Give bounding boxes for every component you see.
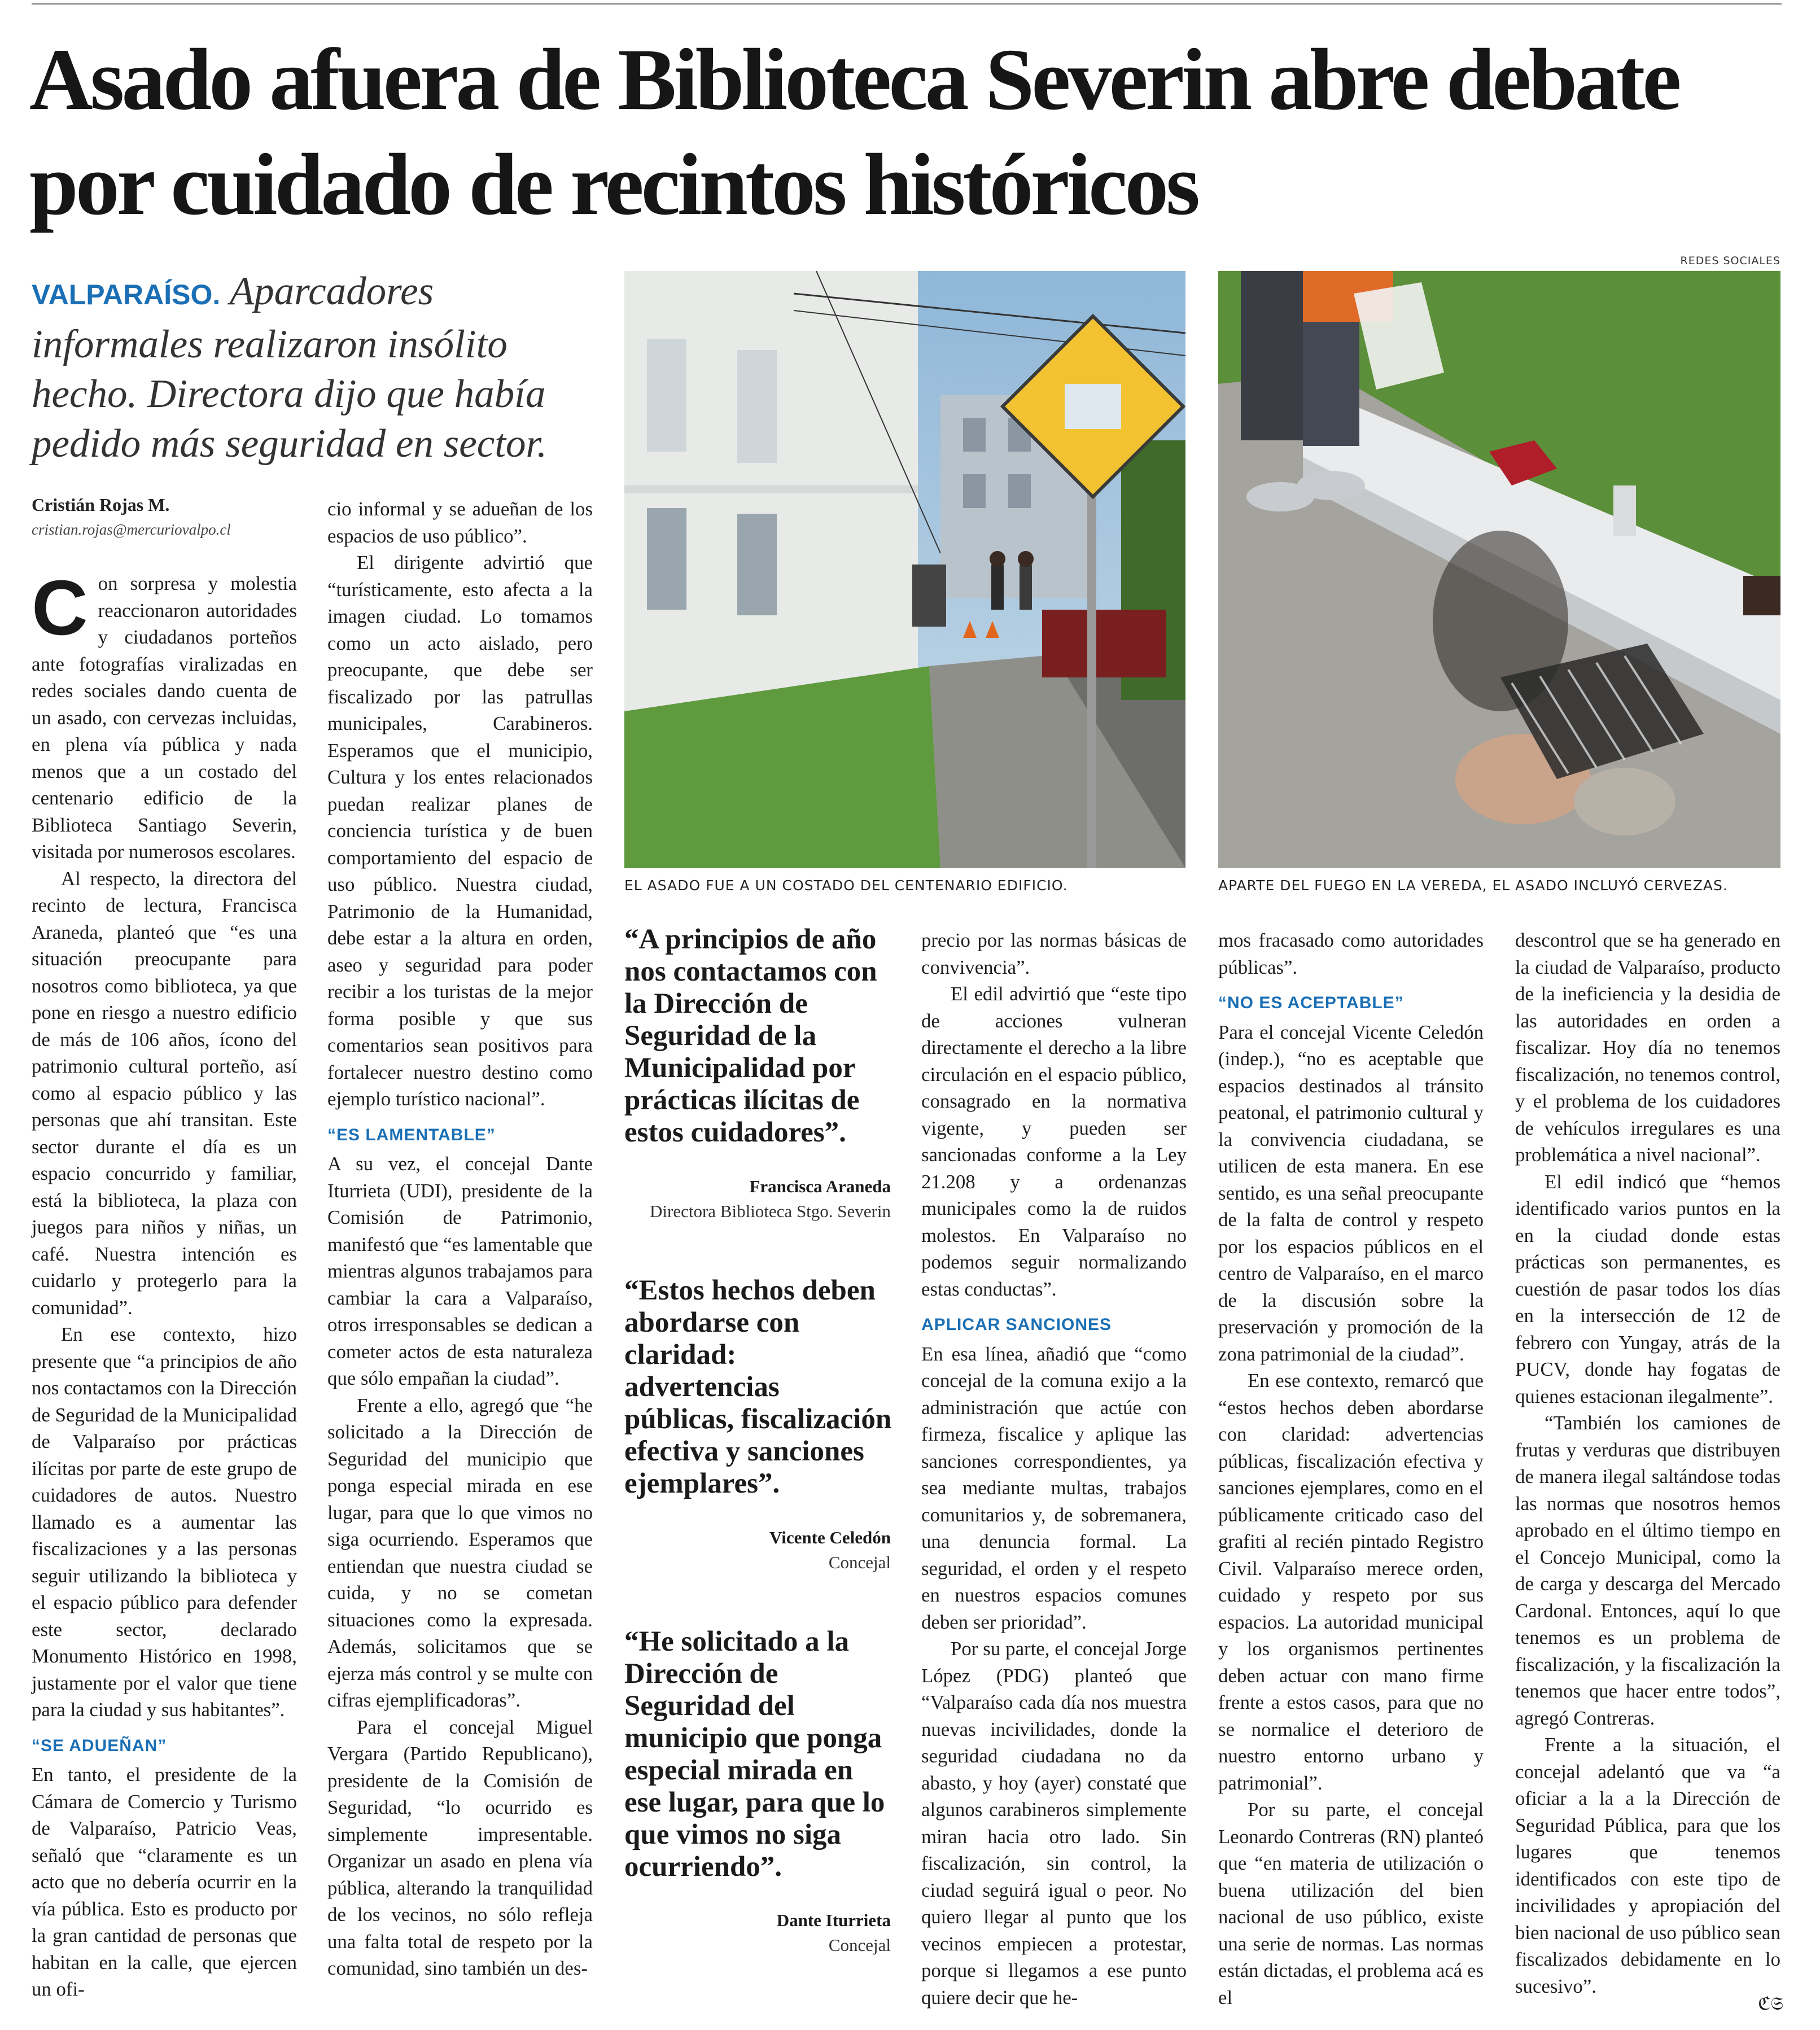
column-5 (1218, 927, 1484, 2011)
quote-author: Francisca Araneda (749, 1176, 891, 1196)
quote-attribution (769, 1525, 891, 1575)
paragraph (32, 565, 297, 865)
column-2 (327, 496, 593, 1982)
paragraph: El edil indicó que “hemos identificado varios puntos en la en la ciudad donde estas prácticas son permanentes, es cuestión de pasar todos los días en la intersección de 12 de febrero con Yungay, atrás de la PUCV, donde hay fogatas de quienes estacionan ilegalmente”. (1515, 1170, 1780, 1407)
quote-role: Directora Biblioteca Stgo. Severin (650, 1201, 891, 1221)
subheading: “ES LAMENTABLE” (327, 1125, 496, 1144)
subheading: APLICAR SANCIONES (921, 1315, 1112, 1334)
top-rule (32, 3, 1782, 5)
subheading: “NO ES ACEPTABLE” (1218, 994, 1404, 1012)
paragraph: “También los camiones de frutas y verduras que distribuyen de manera ilegal saltándose todas las normas que nosotros hemos aprobado en el último tiempo en el Concejo Municipal, como la de carga y descarga del Mercado Cardonal. Entonces, aquí lo que tenemos es un problema de fiscalización, y la fiscalización la tenemos que hacer entre todos”, agregó Contreras. (1515, 1412, 1780, 1729)
paragraph: precio por las normas básicas de convivencia”. (921, 929, 1187, 978)
paragraph-text: on sorpresa y molestia reaccionaron autoridades y ciudadanos porteños ante fotografías viralizadas en redes sociales dando cuenta de un asado, con cervezas incluidas, en plena vía pública y nada menos que a un costado del centenario edificio de la Biblioteca Santiago Severin, visitada por numerosos escolares. (32, 572, 297, 863)
drop-cap: C (32, 565, 88, 651)
pull-quote: “He solicitado a la Dirección de Seguridad del municipio que ponga especial mirada en ese lugar, para que lo que vimos no siga ocurriendo”. (624, 1626, 885, 1883)
quote-author: Dante Iturrieta (776, 1910, 891, 1930)
paragraph: Al respecto, la directora del recinto de lectura, Francisca Araneda, planteó que “es una situación preocupante para nosotros como biblioteca, ya que pone en riesgo a nuestro edificio de más de 106 años, ícono del patrimonio cultural porteño, así como al espacio público y las personas que ahí transitan. Este sector durante el día es un espacio concurrido y familiar, está la biblioteca, la plaza con juegos para niños y niñas, un café. Nuestra intención es cuidarlo y protegerlo para la comunidad”. (32, 867, 297, 1319)
pull-quote: “A principios de año nos contactamos con la Dirección de Seguridad de la Municipalidad por prácticas ilícitas de estos cuidadores”. (624, 924, 877, 1148)
column-1 (32, 565, 297, 2003)
lead-text: Aparcadores informales realizaron insólito hecho. Directora dijo que había pedido más seguridad en sector. (32, 269, 548, 466)
photo-credit: REDES SOCIALES (1680, 255, 1780, 267)
photo-caption: EL ASADO FUE A UN COSTADO DEL CENTENARIO EDIFICIO. (624, 877, 1068, 894)
paragraph: Para el concejal Miguel Vergara (Partido Republicano), presidente de la Comisión de Seguridad, “lo ocurrido es simplemente impresentable. Organizar un asado en plena vía pública, alterando la tranquilidad de los vecinos, no sólo refleja una falta total de respeto por la comunidad, sino también un des- (327, 1716, 593, 1979)
quote-author: Vicente Celedón (769, 1528, 891, 1547)
photo-street-library (624, 271, 1185, 868)
paragraph: A su vez, el concejal Dante Iturrieta (UDI), presidente de la Comisión de Patrimonio, manifestó que “es lamentable que mientras algunos trabajamos para cambiar la cara a Valparaíso, otros irresponsables se dedican a cometer actos de esta naturaleza que sólo empañan la ciudad”. (327, 1153, 593, 1389)
paragraph: Frente a ello, agregó que “he solicitado a la Dirección de Seguridad del municipio que ponga especial mirada en ese lugar, para que lo que vimos no siga ocurriendo. Esperamos que entiendan que nuestra ciudad se cuida, y no se cometan situaciones como la expresada. Además, solicitamos que se ejerza más control y se multe con cifras ejemplificadoras”. (327, 1394, 593, 1711)
column-6 (1515, 927, 1780, 2000)
quote-attribution (650, 1174, 891, 1224)
quote-role: Concejal (828, 1552, 891, 1572)
subheading: “SE ADUEÑAN” (32, 1736, 167, 1755)
paragraph: En ese contexto, remarcó que “estos hechos deben abordarse con claridad: advertencias públicas, fiscalización efectiva y sanciones ejemplares, como en el públicamente criticado caso del grafiti al recién pintado Registro Civil. Valparaíso merece orden, cuidado y respeto por sus espacios. La autoridad municipal y los organismos pertinentes deben actuar con mano firme frente a estos casos, para que no se normalice el deterioro de nuestro entorno urbano y patrimonial”. (1218, 1370, 1484, 1794)
paragraph: Por su parte, el concejal Leonardo Contreras (RN) planteó que “en materia de utilización o buena utilización del bien nacional de uso público, existe una serie de normas. Las normas están dictadas, el problema acá es el (1218, 1799, 1484, 2009)
photo-barbecue-sidewalk (1218, 271, 1780, 868)
end-mark: ℭ𝔖 (1758, 1993, 1783, 2014)
paragraph: Para el concejal Vicente Celedón (indep.), “no es aceptable que espacios destinados al tránsito peatonal, el patrimonio cultural y la convivencia ciudadana, se utilicen de esta manera. En ese sentido, es una señal preocupante de la falta de control y respeto por los espacios públicos en el centro de Valparaíso, en el marco de la discusión sobre la preservación y promoción de la zona patrimonial de la ciudad”. (1218, 1021, 1484, 1365)
paragraph: El edil advirtió que “este tipo de acciones vulneran directamente el derecho a la libre circulación en el espacio público, consagrado en la normativa vigente, y pueden ser sancionadas conforme a la Ley 21.208 y a ordenanzas municipales como la de ruidos molestos. En Valparaíso no podemos seguir normalizando estas conductas”. (921, 983, 1187, 1300)
paragraph: El dirigente advirtió que “turísticamente, esto afecta a la imagen ciudad. Lo tomamos como un acto aislado, pero preocupante, que debe ser fiscalizado por las patrullas municipales, Carabineros. Esperamos que el municipio, Cultura y los entes relacionados puedan realizar planes de conciencia turística y de buen comportamiento del espacio de uso público. Nuestra ciudad, Patrimonio de la Humanidad, debe estar a la altura en orden, aseo y seguridad para poder recibir a los turistas de la mejor forma posible y que sus comentarios sean positivos para fortalecer nuestro destino como ejemplo turístico nacional”. (327, 552, 593, 1110)
paragraph: En esa línea, añadió que “como concejal de la comuna exijo a la administración que actúe con firmeza, fiscalice y aplique las sanciones correspondientes, ya sea mediante multas, trabajos comunitarios y, de sobremanera, una denuncia formal. La seguridad, el orden y el respeto en nuestros espacios comunes deben ser prioridad”. (921, 1342, 1187, 1633)
headline: Asado afuera de Biblioteca Severin abre debate por cuidado de recintos históricos (29, 30, 1679, 233)
paragraph: Frente a la situación, el concejal adelantó que va “a oficiar a la a la Dirección de Seguridad Pública, para que los lugares que tenemos identificados con este tipo de incivilidades y apropiación del bien nacional de uso público sean fiscalizados debidamente en lo sucesivo”. (1515, 1734, 1780, 1997)
pull-quote: “Estos hechos deben abordarse con claridad: advertencias públicas, fiscalización efectiva y sanciones ejemplares”. (624, 1275, 892, 1499)
quote-attribution (777, 1908, 891, 1958)
paragraph: Por su parte, el concejal Jorge López (PDG) planteó que “Valparaíso cada día nos muestra nuevas incivilidades, donde la seguridad ciudadana no da abasto, y hoy (ayer) constaté que algunos carabineros simplemente miran hacia otro lado. Sin fiscalización, sin control, la ciudad seguirá igual o peor. No quiero llegar al punto que los vecinos empiecen a protestar, porque si llegamos a ese punto quiere decir que he- (921, 1638, 1187, 2009)
paragraph: descontrol que se ha generado en la ciudad de Valparaíso, producto de la ineficiencia y la desidia de las autoridades en orden a fiscalizar. Hoy día no tenemos fiscalización, no tenemos control, y el problema de los cuidadores de vehículos irregulares es una problemática a nivel nacional”. (1515, 929, 1780, 1166)
photo-caption: APARTE DEL FUEGO EN LA VEREDA, EL ASADO INCLUYÓ CERVEZAS. (1218, 877, 1728, 894)
lead (32, 266, 602, 469)
byline (32, 495, 291, 539)
paragraph: En ese contexto, hizo presente que “a principios de año nos contactamos con la Dirección de Seguridad de la Municipalidad de Valparaíso por prácticas ilícitas por parte de este grupo de cuidadores de autos. Nuestro llamado es a aumentar las fiscalizaciones y a las personas seguir utilizando la biblioteca y el espacio público para defender este sector, declarado Monumento Histórico en 1998, justamente por el valor que tiene para la ciudad y sus habitantes”. (32, 1323, 297, 1721)
paragraph: En tanto, el presidente de la Cámara de Comercio y Turismo de Valparaíso, Patricio Veas, señaló que “claramente es un acto que no debería ocurrir en la vía pública. Esto es producto por la gran cantidad de personas que habitan en la calle, que ejercen un ofi- (32, 1764, 297, 2000)
quote-role: Concejal (828, 1935, 891, 1955)
column-4 (921, 927, 1187, 2011)
paragraph: cio informal y se adueñan de los espacios de uso público”. (327, 498, 593, 547)
byline-author: Cristián Rojas M. (32, 495, 170, 515)
lead-location: VALPARAÍSO. (32, 279, 221, 310)
paragraph: mos fracasado como autoridades públicas”. (1218, 929, 1484, 978)
byline-email: cristian.rojas@mercuriovalpo.cl (32, 521, 231, 538)
